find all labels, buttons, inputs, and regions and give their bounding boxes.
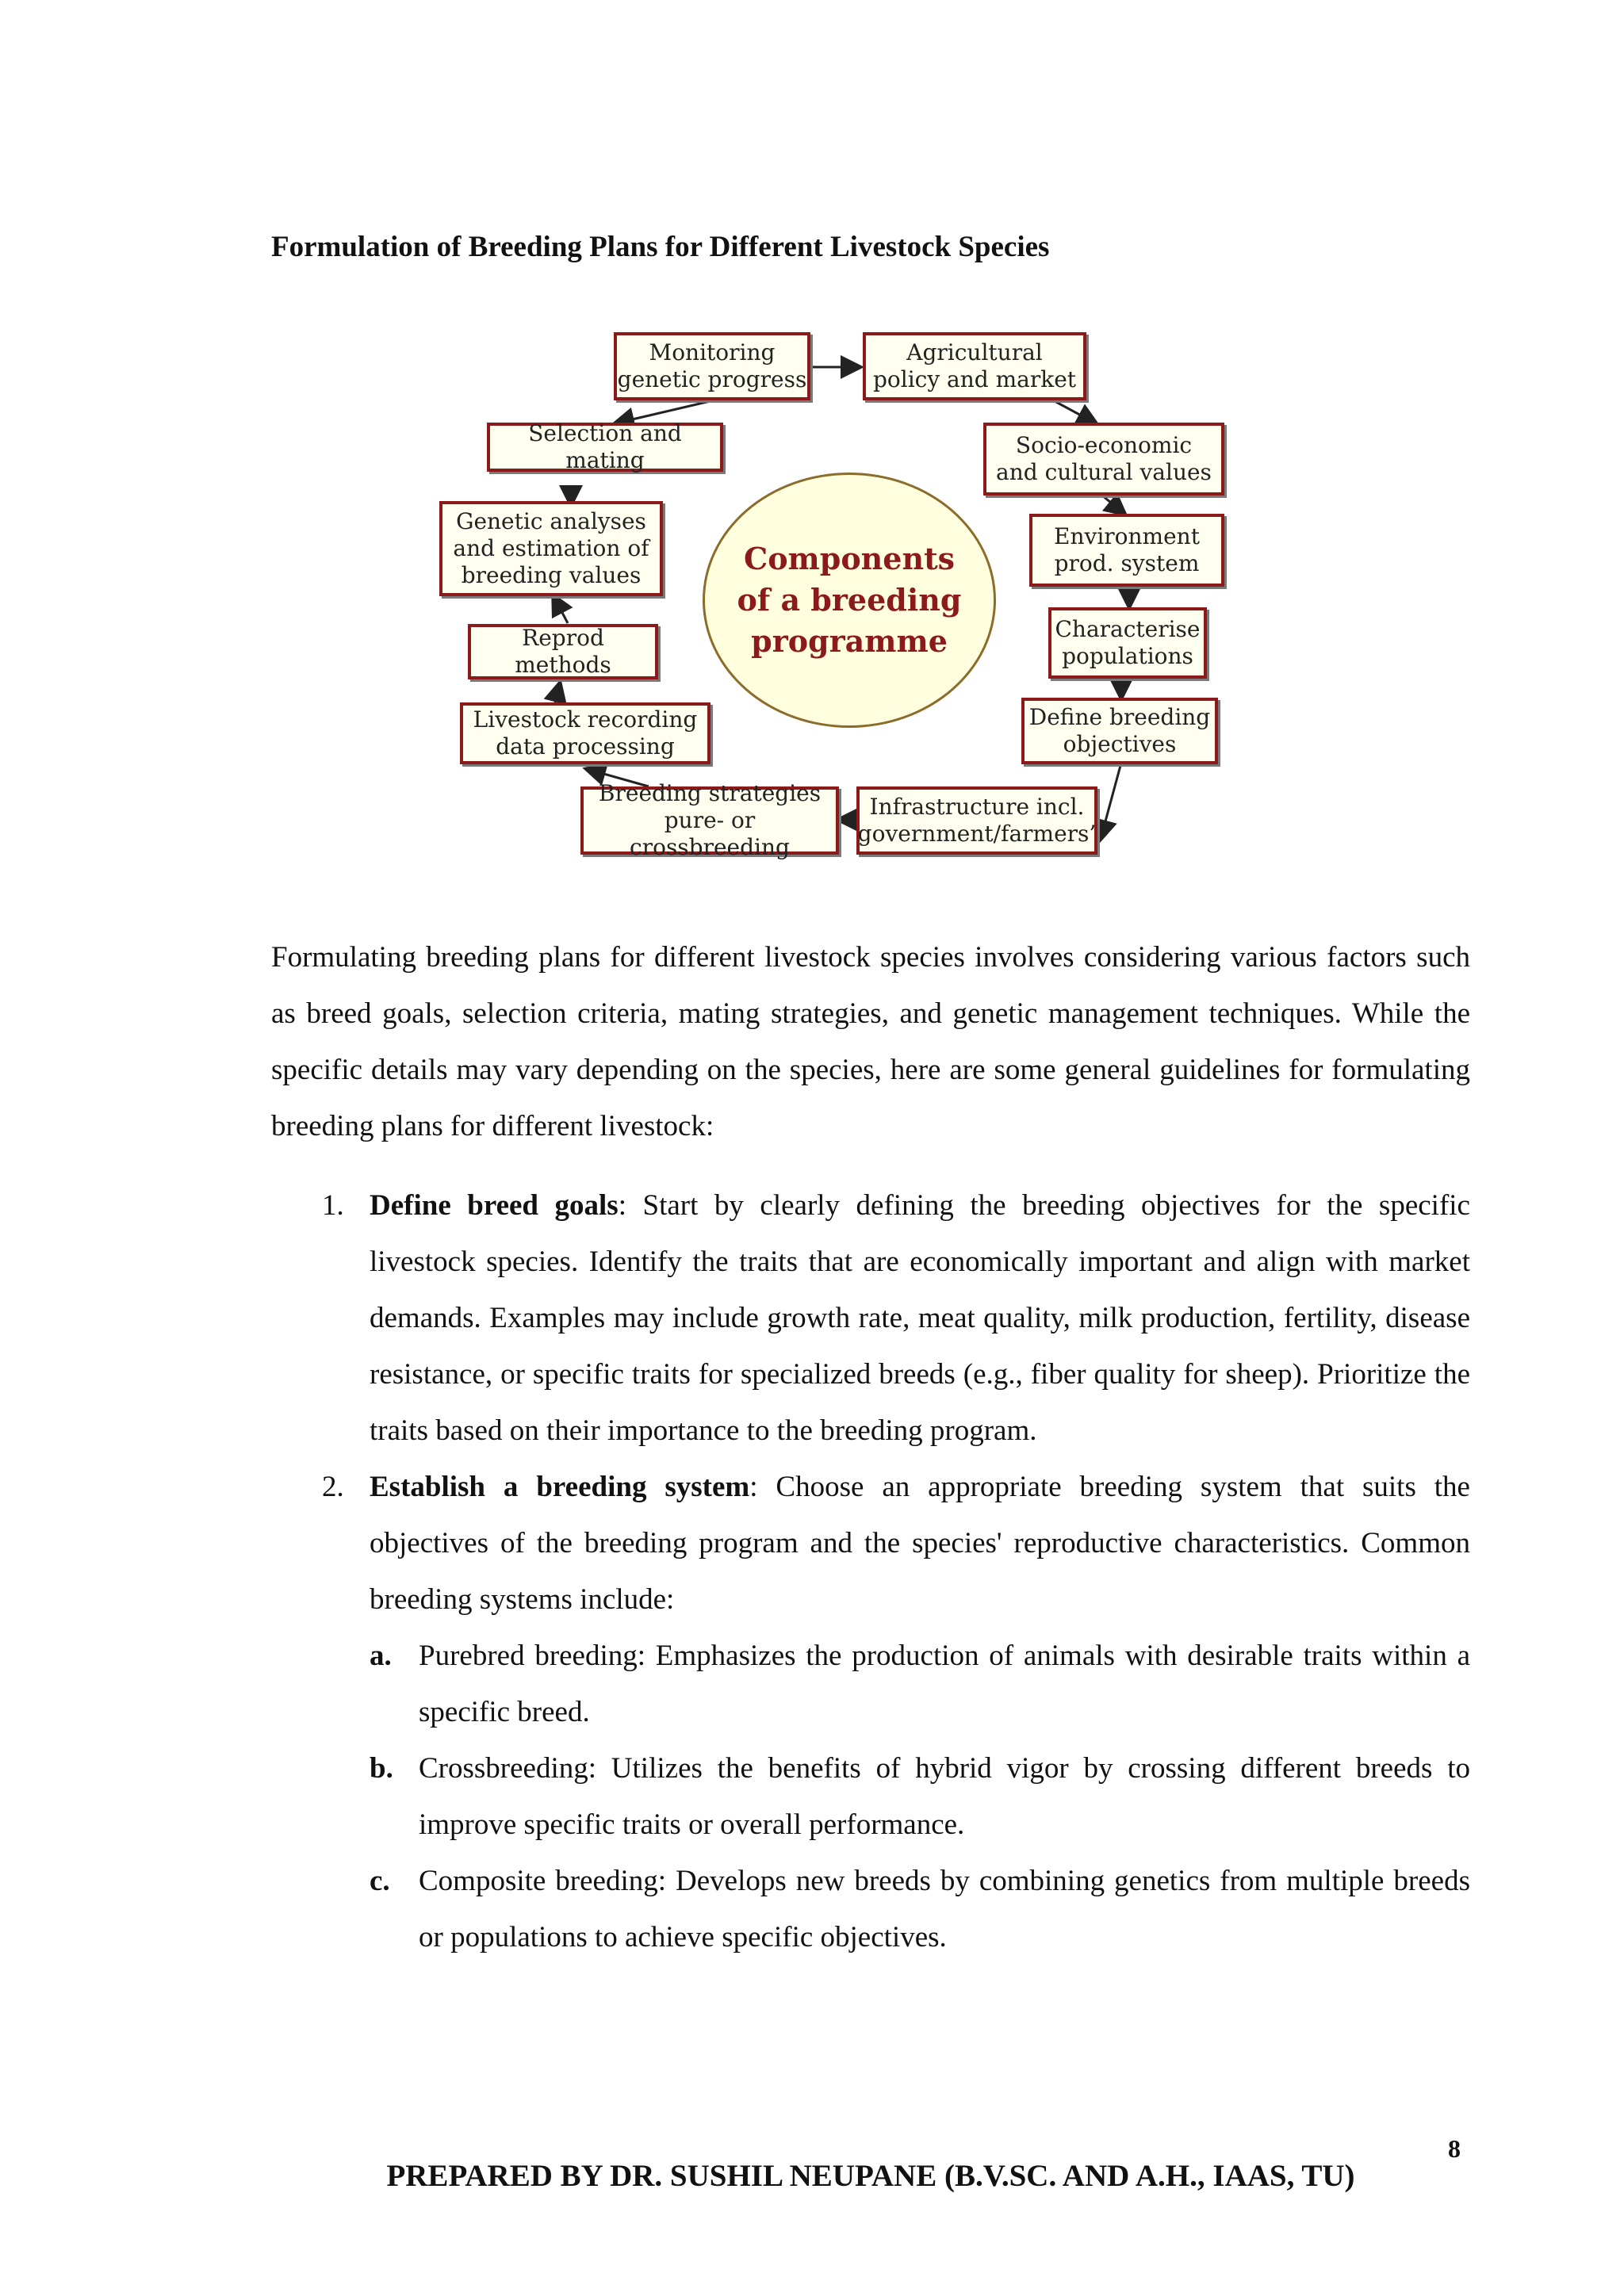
sub-item-c-text: Composite breeding: Develops new breeds by combining genetics from multiple breeds or populations to achieve specific objectives.: [419, 1865, 1470, 1954]
node-socio: [983, 423, 1224, 496]
node-livestock: [460, 702, 710, 764]
node-define-line-2: objectives: [1063, 731, 1177, 757]
node-selection: [487, 420, 723, 473]
node-strategies-line-2: pure- or crossbreeding: [630, 807, 790, 860]
list-item-2-text: : Choose an appropriate breeding system that suits the objectives of the breeding program and the species' reproductive characteristics. Common breeding systems include:: [370, 1471, 1470, 1616]
sub-item-c: [271, 1853, 1470, 1965]
node-agricultural: [863, 332, 1086, 400]
diagram-arrows: [0, 0, 1624, 872]
node-socio-line-2: and cultural values: [996, 459, 1212, 485]
node-characterise-line-2: populations: [1062, 643, 1193, 669]
breeding-programme-diagram: [0, 0, 1624, 872]
node-livestock-line-1: Livestock recording: [473, 706, 698, 733]
sub-item-b: [271, 1740, 1470, 1853]
node-strategies-line-1: Breeding strategies: [598, 780, 822, 806]
page-number: 8: [1448, 2134, 1461, 2163]
node-monitoring-line-1: Monitoring: [649, 339, 776, 365]
node-infrastructure-line-1: Infrastructure incl.: [869, 794, 1085, 820]
sub-item-a-letter: a.: [370, 1640, 392, 1672]
node-environment-line-1: Environment: [1054, 523, 1200, 549]
page-footer: PREPARED BY DR. SUSHIL NEUPANE (B.V.SC. AND A.H., IAAS, TU): [386, 2159, 1355, 2193]
list-item-2-number: 2.: [322, 1471, 344, 1503]
node-infrastructure-line-2: government/farmers’: [857, 821, 1097, 847]
sub-item-b-text: Crossbreeding: Utilizes the benefits of hybrid vigor by crossing different breeds to improve specific traits or overall performance.: [419, 1752, 1470, 1841]
node-environment-line-2: prod. system: [1054, 550, 1200, 576]
sub-item-a-text: Purebred breeding: Emphasizes the production of animals with desirable traits within a specific breed.: [419, 1640, 1470, 1728]
node-define-line-1: Define breeding: [1028, 704, 1211, 730]
guidelines-list: [271, 1177, 1470, 1965]
node-genetic-line-2: and estimation of: [453, 535, 649, 561]
node-infrastructure: [856, 786, 1097, 855]
center-line-3: programme: [751, 623, 948, 659]
node-socio-line-1: Socio-economic: [1015, 432, 1193, 458]
node-define: [1021, 698, 1218, 764]
diagram-center-circle: [703, 473, 996, 728]
list-item-1: [271, 1177, 1470, 1459]
node-monitoring: [614, 332, 810, 400]
node-livestock-line-2: data processing: [496, 733, 675, 760]
node-selection-line-1: Selection and mating: [528, 420, 682, 473]
arrow-livestock-to-reprod: [555, 683, 560, 702]
sub-item-a: [271, 1628, 1470, 1740]
node-genetic: [439, 501, 663, 596]
arrow-reprod-to-genetic: [553, 596, 568, 623]
node-reprod: [468, 624, 658, 679]
arrow-define-to-infrastructure: [1101, 763, 1121, 839]
node-characterise-line-1: Characterise: [1055, 616, 1201, 642]
node-monitoring-line-2: genetic progress: [617, 366, 807, 392]
intro-paragraph: Formulating breeding plans for different livestock species involves considering various factors such as breed goals, selection criteria, mating strategies, and genetic management techniques. While the specific details may vary depending on the species, here are some general guidelines for formulating breeding plans for different livestock:: [271, 941, 1470, 1142]
arrow-socio-to-environment: [1102, 496, 1124, 514]
node-strategies: [580, 780, 839, 860]
list-item-2-heading: Establish a breeding system: [370, 1471, 750, 1503]
node-agricultural-line-2: policy and market: [872, 366, 1077, 392]
node-agricultural-line-1: Agricultural: [906, 339, 1043, 365]
node-characterise: [1048, 607, 1207, 679]
list-item-1-text: : Start by clearly defining the breeding objectives for the specific livestock species. Identify the traits that are economically important and align with market demands. Examples may include growth rate, meat quality, milk production, fertility, disease resistance, or specific traits for specialized breeds (e.g., fiber quality for sheep). Prioritize the traits based on their importance to the breeding program.: [370, 1189, 1470, 1447]
sub-item-c-letter: c.: [370, 1865, 390, 1897]
node-environment: [1029, 514, 1224, 587]
sub-item-b-letter: b.: [370, 1752, 393, 1785]
center-line-2: of a breeding: [737, 582, 962, 618]
node-reprod-line-1: Reprod methods: [515, 625, 611, 678]
page-title: Formulation of Breeding Plans for Different Livestock Species: [271, 231, 1050, 263]
list-item-1-number: 1.: [322, 1189, 344, 1222]
node-genetic-line-1: Genetic analyses: [456, 508, 646, 534]
list-item-1-heading: Define breed goals: [370, 1189, 619, 1222]
arrow-agricultural-to-socio: [1053, 400, 1096, 423]
list-item-2: [271, 1459, 1470, 1628]
center-line-1: Components: [743, 541, 956, 576]
node-genetic-line-3: breeding values: [461, 562, 642, 588]
